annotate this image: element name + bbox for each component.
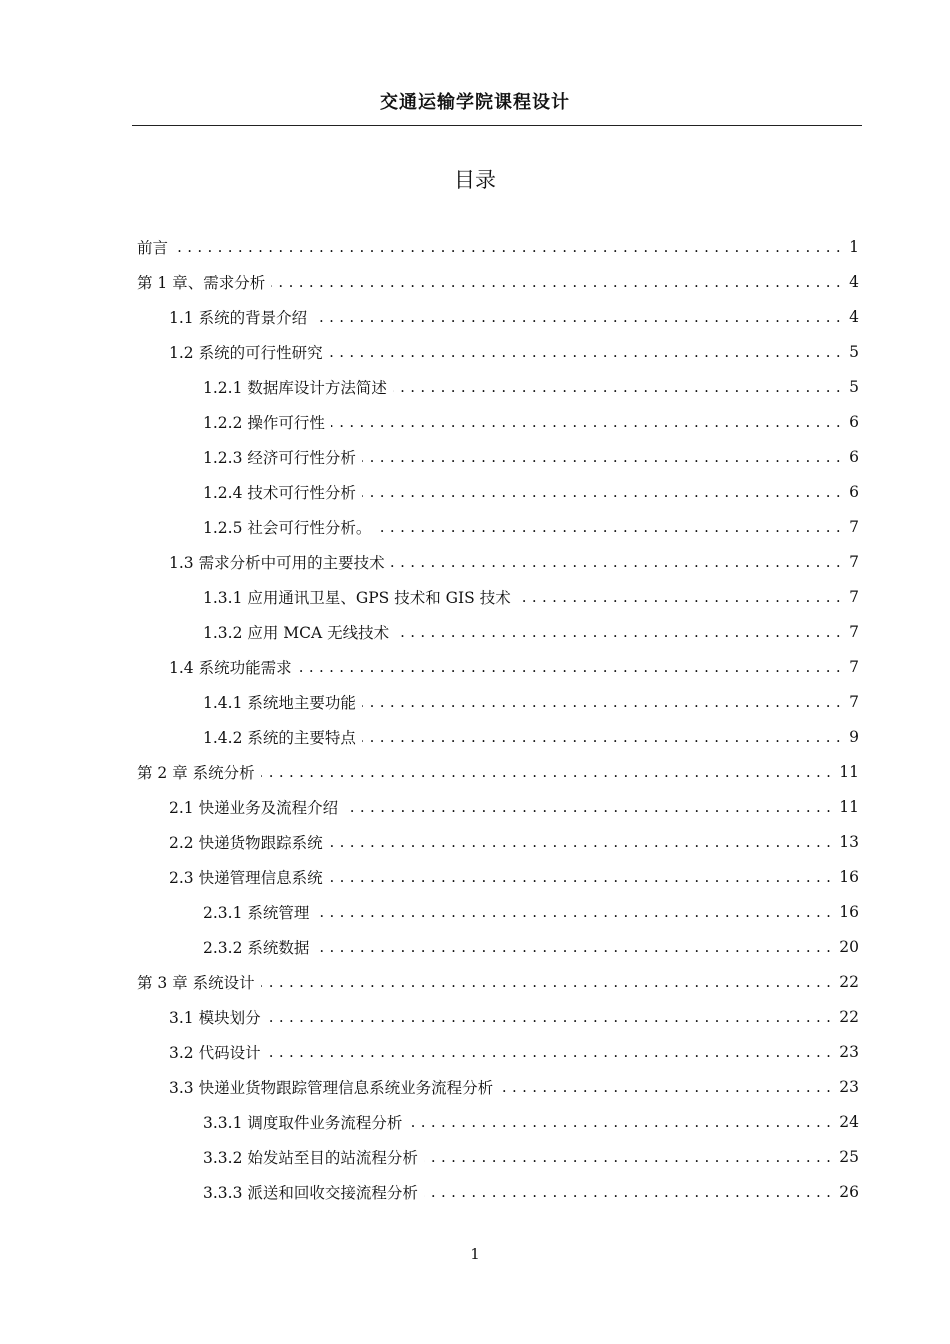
toc-dot-leader [261, 755, 832, 789]
toc-entry-page: 22 [839, 1008, 859, 1026]
toc-entry[interactable] [169, 335, 859, 369]
toc-entry[interactable] [203, 405, 859, 439]
toc-dot-leader [174, 230, 841, 264]
toc-entry-page: 23 [839, 1043, 859, 1061]
toc-entry-label: 3.3.2 始发站至目的站流程分析 [203, 1149, 418, 1167]
toc-dot-leader [362, 685, 841, 719]
toc-entry-page: 7 [849, 658, 859, 676]
toc-entry[interactable] [137, 965, 859, 999]
toc-entry-page: 5 [849, 378, 859, 396]
toc-entry-label: 1.2.3 经济可行性分析 [203, 449, 356, 467]
toc-entry-page: 24 [839, 1113, 859, 1131]
toc-entry-page: 6 [849, 413, 859, 431]
toc-entry[interactable] [169, 825, 859, 859]
toc-entry-page: 7 [849, 693, 859, 711]
toc-dot-leader [329, 825, 832, 859]
toc-entry-label: 3.1 模块划分 [169, 1009, 261, 1027]
page-number: 1 [470, 1245, 480, 1263]
toc-dot-leader [395, 615, 841, 649]
toc-entry-label: 2.3.1 系统管理 [203, 904, 310, 922]
toc-dot-leader [517, 580, 841, 614]
toc-entry-page: 7 [849, 518, 859, 536]
toc-dot-leader [344, 790, 831, 824]
toc-entry-label: 第 1 章、需求分析 [137, 274, 266, 292]
toc-dot-leader [267, 1000, 832, 1034]
toc-entry-label: 1.3.1 应用通讯卫星、GPS 技术和 GIS 技术 [203, 589, 511, 607]
toc-entry-label: 1.2 系统的可行性研究 [169, 344, 323, 362]
toc-entry[interactable] [203, 1175, 859, 1209]
toc-entry-page: 26 [839, 1183, 859, 1201]
toc-entry-page: 5 [849, 343, 859, 361]
toc-dot-leader [362, 720, 841, 754]
toc-entry[interactable] [203, 580, 859, 614]
toc-dot-leader [391, 545, 841, 579]
page-header-title: 交通运输学院课程设计 [380, 92, 570, 113]
toc-entry-page: 7 [849, 588, 859, 606]
toc-entry[interactable] [203, 1140, 859, 1174]
toc-entry-label: 2.3 快递管理信息系统 [169, 869, 323, 887]
toc-entry[interactable] [169, 545, 859, 579]
toc-dot-leader [315, 930, 831, 964]
toc-dot-leader [329, 860, 832, 894]
toc-entry[interactable] [203, 685, 859, 719]
toc-entry-label: 1.2.1 数据库设计方法简述 [203, 379, 387, 397]
toc-dot-leader [424, 1140, 831, 1174]
toc-entry[interactable] [169, 860, 859, 894]
toc-entry-page: 23 [839, 1078, 859, 1096]
toc-entry-page: 4 [849, 273, 859, 291]
toc-entry[interactable] [203, 615, 859, 649]
toc-entry[interactable] [169, 790, 859, 824]
toc-dot-leader [267, 1035, 832, 1069]
toc-entry[interactable] [203, 440, 859, 474]
toc-entry[interactable] [169, 650, 859, 684]
toc-dot-leader [408, 1105, 831, 1139]
toc-dot-leader [393, 370, 841, 404]
toc-entry[interactable] [203, 370, 859, 404]
toc-dot-leader [298, 650, 841, 684]
toc-dot-leader [271, 265, 841, 299]
toc-entry-page: 7 [849, 623, 859, 641]
toc-entry-label: 1.4 系统功能需求 [169, 659, 292, 677]
toc-entry[interactable] [169, 300, 859, 334]
toc-entry-label: 3.3.3 派送和回收交接流程分析 [203, 1184, 418, 1202]
toc-entry-page: 11 [839, 763, 859, 781]
toc-entry-page: 16 [839, 903, 859, 921]
toc-entry-label: 1.4.2 系统的主要特点 [203, 729, 356, 747]
toc-entry-page: 11 [839, 798, 859, 816]
toc-entry-label: 1.3 需求分析中可用的主要技术 [169, 554, 385, 572]
toc-entry[interactable] [169, 1000, 859, 1034]
toc-dot-leader [424, 1175, 831, 1209]
toc-entry[interactable] [169, 1070, 859, 1104]
toc-entry-page: 9 [849, 728, 859, 746]
toc-entry-page: 20 [839, 938, 859, 956]
toc-entry-label: 3.3.1 调度取件业务流程分析 [203, 1114, 403, 1132]
toc-entry-page: 6 [849, 448, 859, 466]
toc-dot-leader [313, 300, 841, 334]
toc-entry[interactable] [137, 265, 859, 299]
toc-entry-label: 3.2 代码设计 [169, 1044, 261, 1062]
toc-entry[interactable] [203, 895, 859, 929]
toc-entry-label: 第 2 章 系统分析 [137, 764, 255, 782]
toc-dot-leader [329, 335, 841, 369]
toc-entry-page: 4 [849, 308, 859, 326]
toc-entry-page: 22 [839, 973, 859, 991]
toc-dot-leader [331, 405, 841, 439]
toc-dot-leader [315, 895, 831, 929]
toc-entry-page: 7 [849, 553, 859, 571]
toc-entry[interactable] [203, 930, 859, 964]
toc-entry-label: 前言 [137, 239, 169, 257]
toc-entry-page: 13 [839, 833, 859, 851]
toc-entry-label: 1.2.2 操作可行性 [203, 414, 325, 432]
toc-entry-label: 1.2.4 技术可行性分析 [203, 484, 356, 502]
toc-title: 目录 [454, 168, 496, 192]
header-divider [132, 125, 862, 126]
toc-entry-page: 25 [839, 1148, 859, 1166]
toc-entry-label: 3.3 快递业货物跟踪管理信息系统业务流程分析 [169, 1079, 494, 1097]
toc-entry-label: 1.1 系统的背景介绍 [169, 309, 308, 327]
toc-dot-leader [362, 475, 841, 509]
toc-entry-label: 2.2 快递货物跟踪系统 [169, 834, 323, 852]
toc-entry-page: 6 [849, 483, 859, 501]
toc-entry[interactable] [203, 1105, 859, 1139]
toc-entry-label: 2.3.2 系统数据 [203, 939, 310, 957]
toc-dot-leader [499, 1070, 831, 1104]
toc-entry[interactable] [203, 720, 859, 754]
toc-entry-label: 1.4.1 系统地主要功能 [203, 694, 356, 712]
toc-entry[interactable] [169, 1035, 859, 1069]
toc-dot-leader [261, 965, 832, 999]
toc-entry-label: 第 3 章 系统设计 [137, 974, 255, 992]
toc-entry-page: 16 [839, 868, 859, 886]
toc-entry-label: 1.3.2 应用 MCA 无线技术 [203, 624, 390, 642]
toc-entry[interactable] [137, 230, 859, 264]
toc-entry[interactable] [203, 510, 859, 544]
toc-dot-leader [362, 440, 841, 474]
toc-dot-leader [377, 510, 841, 544]
toc-entry-page: 1 [849, 238, 859, 256]
toc-entry[interactable] [203, 475, 859, 509]
toc-entry[interactable] [137, 755, 859, 789]
toc-entry-label: 1.2.5 社会可行性分析。 [203, 519, 372, 537]
toc-entry-label: 2.1 快递业务及流程介绍 [169, 799, 339, 817]
